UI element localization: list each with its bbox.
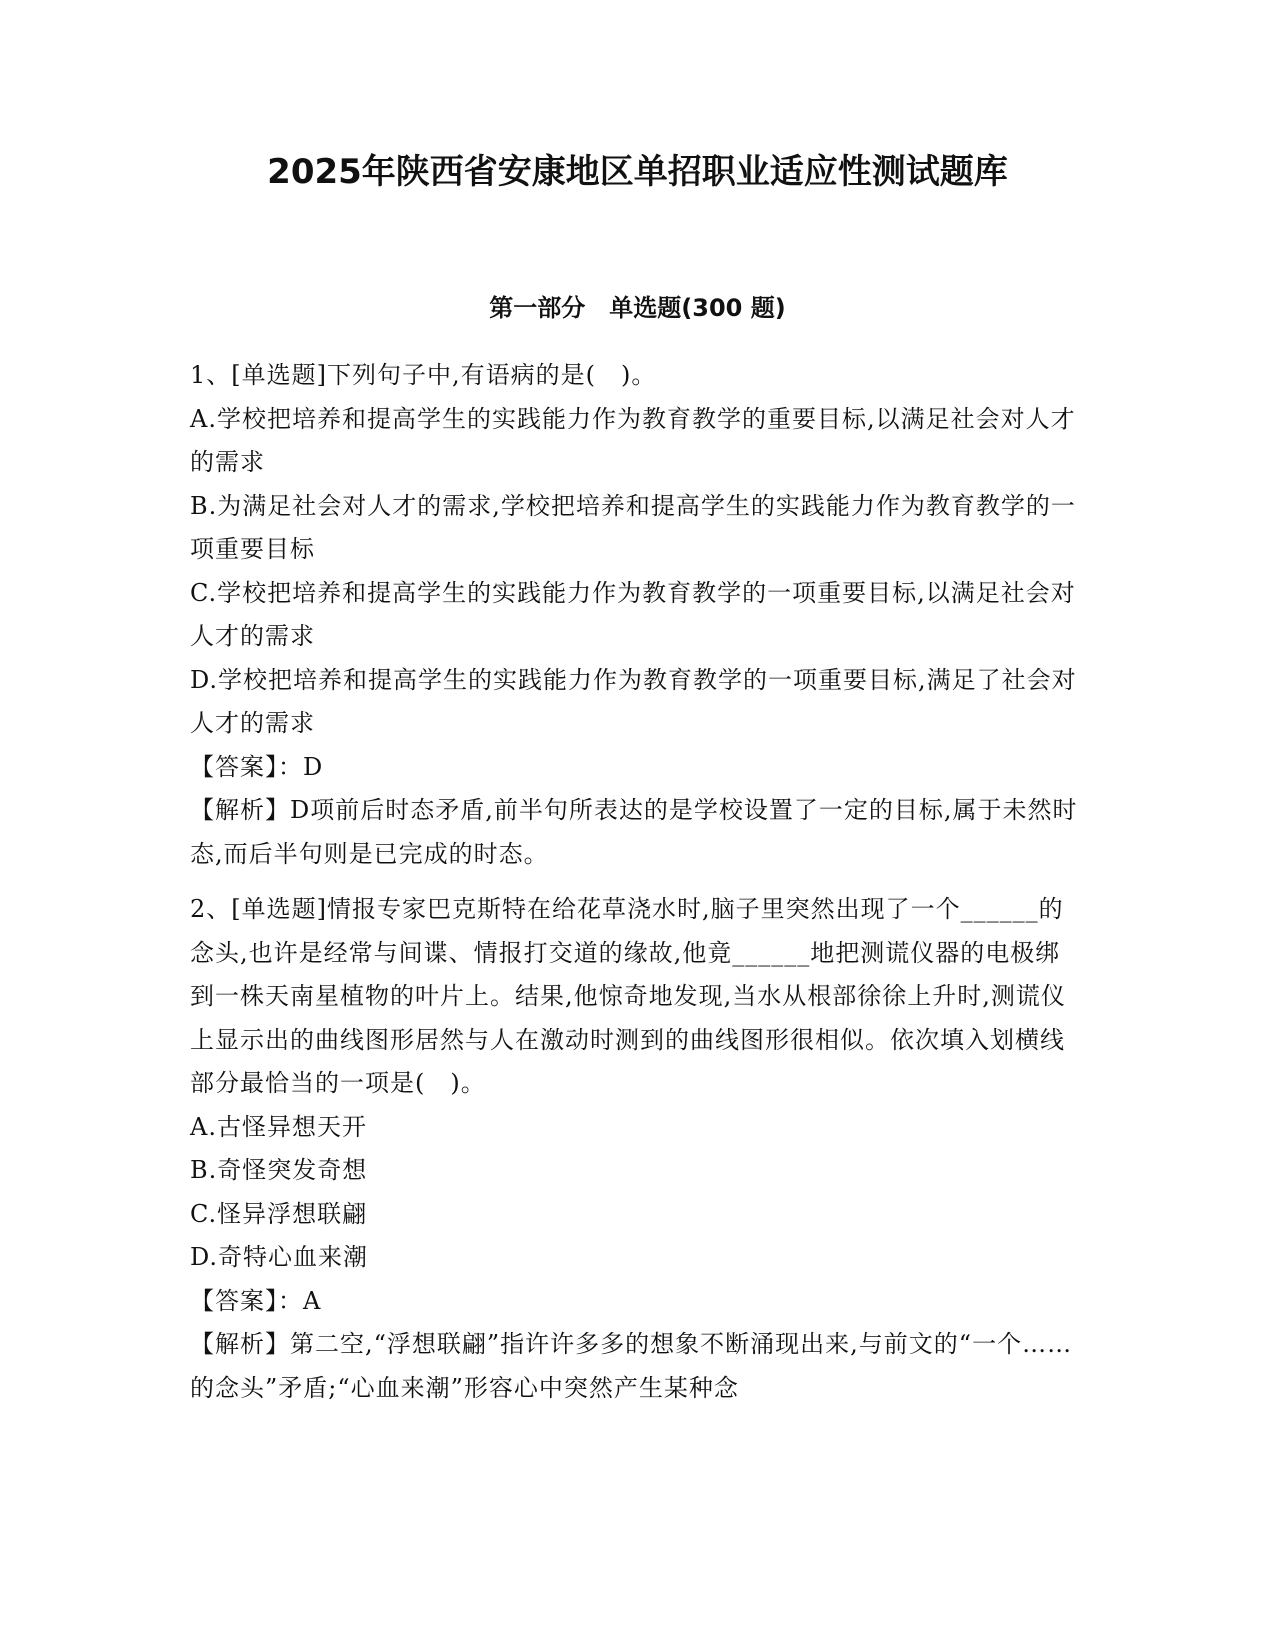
question-stem: 1、[单选题]下列句子中,有语病的是( )。	[190, 361, 657, 389]
option-b: B.为满足社会对人才的需求,学校把培养和提高学生的实践能力作为教育教学的一项重要目标	[190, 491, 1076, 563]
option-b: B.奇怪突发奇想	[190, 1156, 368, 1184]
option-a: A.古怪异想天开	[190, 1112, 367, 1141]
answer-label: 【答案】	[190, 752, 278, 781]
section-title: 第一部分 单选题(300 题)	[489, 294, 786, 322]
answer-label: 【答案】	[190, 1286, 278, 1315]
option-c: C.怪异浮想联翩	[190, 1199, 368, 1228]
option-d: D.奇特心血来潮	[190, 1243, 369, 1271]
analysis-text: D项前后时态矛盾,前半句所表达的是学校设置了一定的目标,属于未然时态,而后半句则是已完成的时态。	[190, 796, 1078, 868]
question-stem: 2、[单选题]情报专家巴克斯特在给花草浇水时,脑子里突然出现了一个______的念头,也许是经常与间谍、情报打交道的缘故,他竟______地把测谎仪器的电极绑到一株天南星植物的叶片上。结果,他惊奇地发现,当水从根部徐徐上升时,测谎仪上显示出的曲线图形居然与人在激动时测到的曲线图形很相似。依次填入划横线部分最恰当的一项是( )。	[190, 895, 1066, 1097]
question-list	[190, 354, 1085, 1422]
document-title: 2025年陕西省安康地区单招职业适应性测试题库	[267, 152, 1008, 192]
analysis-text: 第二空,“浮想联翩”指许许多多的想象不断涌现出来,与前文的“一个……的念头”矛盾;“心血来潮”形容心中突然产生某种念	[190, 1330, 1073, 1402]
analysis-line	[190, 1323, 1085, 1410]
answer-value: ：D	[278, 752, 324, 781]
answer-line	[190, 746, 1085, 790]
answer-value: ：A	[278, 1286, 322, 1315]
option-c: C.学校把培养和提高学生的实践能力作为教育教学的一项重要目标,以满足社会对人才的需求	[190, 578, 1076, 650]
option-a: A.学校把培养和提高学生的实践能力作为教育教学的重要目标,以满足社会对人才的需求	[190, 404, 1076, 476]
analysis-label: 【解析】	[190, 796, 290, 824]
question-2	[190, 888, 1085, 1410]
answer-line	[190, 1280, 1085, 1324]
analysis-line	[190, 789, 1085, 876]
analysis-label: 【解析】	[190, 1330, 290, 1358]
question-1	[190, 354, 1085, 876]
option-d: D.学校把培养和提高学生的实践能力作为教育教学的一项重要目标,满足了社会对人才的需求	[190, 665, 1077, 737]
